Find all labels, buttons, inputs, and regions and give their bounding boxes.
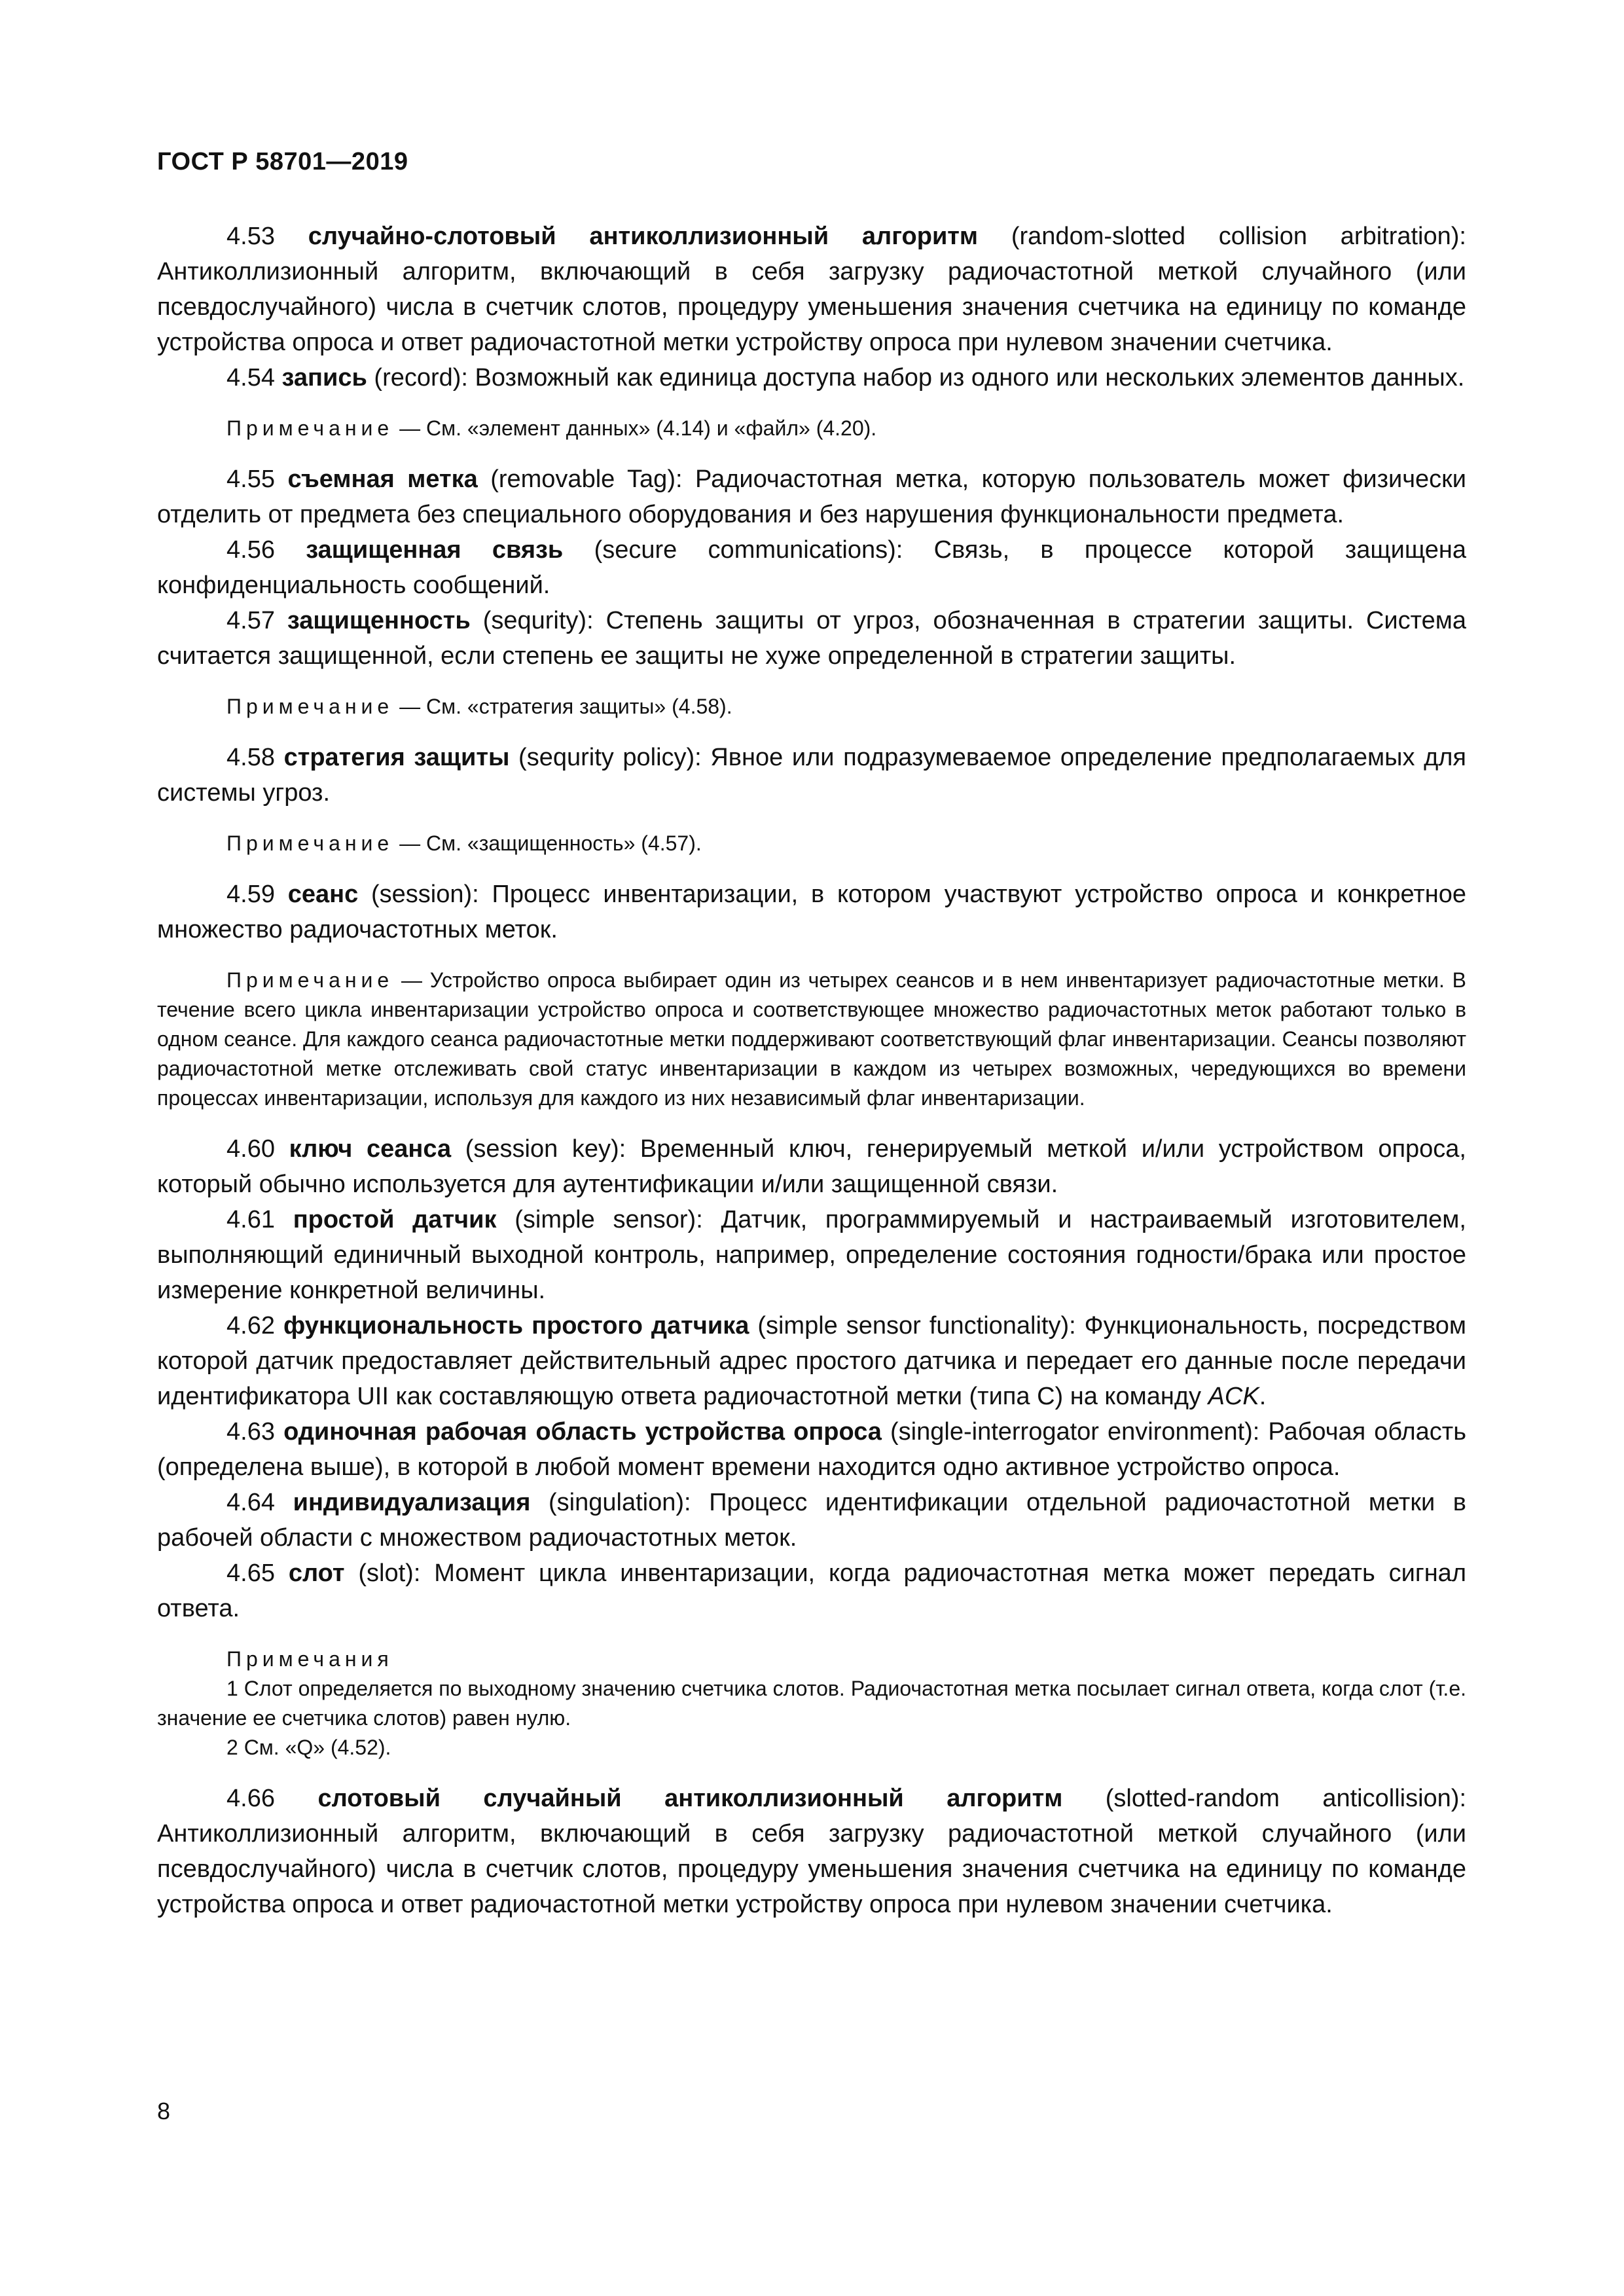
note-label: Примечание bbox=[226, 416, 394, 440]
term-title: защищенность bbox=[287, 607, 471, 634]
note-4-58 bbox=[157, 829, 1466, 858]
standard-header: ГОСТ Р 58701—2019 bbox=[157, 148, 408, 175]
term-title: сеанс bbox=[287, 881, 359, 908]
term-number: 4.62 bbox=[226, 1312, 275, 1339]
term-number: 4.57 bbox=[226, 607, 275, 634]
term-entry-4-54 bbox=[157, 360, 1466, 395]
term-entry-4-61 bbox=[157, 1202, 1466, 1308]
note-text: — См. «элемент данных» (4.14) и «файл» (4.20). bbox=[393, 416, 877, 440]
term-definition: (slot): Момент цикла инвентаризации, когда радиочастотная метка может передать сигнал ответа. bbox=[157, 1559, 1466, 1622]
note-item: 1 Слот определяется по выходному значению счетчика слотов. Радиочастотная метка посылает сигнал ответа, когда слот (т.е. значение ее счетчика слотов) равен нулю. bbox=[157, 1677, 1466, 1730]
command-name: ACK bbox=[1208, 1383, 1259, 1410]
term-entry-4-63 bbox=[157, 1414, 1466, 1485]
notes-label: Примечания bbox=[226, 1647, 393, 1671]
term-number: 4.55 bbox=[226, 465, 275, 493]
term-title: простой датчик bbox=[293, 1206, 497, 1233]
term-title: функциональность простого датчика bbox=[283, 1312, 749, 1339]
term-entry-4-57 bbox=[157, 603, 1466, 674]
term-title: запись bbox=[281, 364, 367, 392]
term-number: 4.65 bbox=[226, 1559, 275, 1587]
term-entry-4-58 bbox=[157, 740, 1466, 811]
term-title: случайно-слотовый антиколлизионный алгоритм bbox=[308, 223, 979, 250]
term-entry-4-53 bbox=[157, 219, 1466, 360]
term-definition: (session key): Временный ключ, генерируемый меткой и/или устройством опроса, который обычно используется для аутентификации и/или защищенной связи. bbox=[157, 1135, 1466, 1198]
note-label: Примечание bbox=[226, 695, 394, 718]
term-number: 4.61 bbox=[226, 1206, 275, 1233]
note-text: — Устройство опроса выбирает один из четырех сеансов и в нем инвентаризует радиочастотные метки. В течение всего цикла инвентаризации устройство опроса и соответствующее множество радиочастотных меток работают только в одном сеансе. Для каждого сеанса радиочастотные метки поддерживают соответствующий флаг инвентаризации. Сеансы позволяют радиочастотной метке отслеживать свой статус инвентаризации в каждом из четырех возможных, чередующихся во времени процессах инвентаризации, используя для каждого из них независимый флаг инвентаризации. bbox=[157, 968, 1466, 1110]
term-number: 4.58 bbox=[226, 744, 275, 771]
term-definition: (sequrity): Степень защиты от угроз, обозначенная в стратегии защиты. Система считается защищенной, если степень ее защиты не хуже определенной в стратегии защиты. bbox=[157, 607, 1466, 670]
term-definition: (sequrity policy): Явное или подразумеваемое определение предполагаемых для системы угроз. bbox=[157, 744, 1466, 807]
term-definition: (removable Tag): Радиочастотная метка, которую пользователь может физически отделить от предмета без специального оборудования и без нарушения функциональности предмета. bbox=[157, 465, 1467, 528]
term-entry-4-55 bbox=[157, 462, 1466, 532]
note-4-59 bbox=[157, 966, 1466, 1113]
term-title: съемная метка bbox=[287, 465, 478, 493]
term-tail: . bbox=[1259, 1383, 1267, 1410]
term-number: 4.63 bbox=[226, 1418, 275, 1446]
note-label: Примечание bbox=[226, 968, 394, 992]
term-number: 4.60 bbox=[226, 1135, 275, 1163]
note-label: Примечание bbox=[226, 831, 394, 855]
content-body bbox=[157, 219, 1466, 1922]
term-definition: (random-slotted collision arbitration): Антиколлизионный алгоритм, включающий в себя загрузку радиочастотной меткой случайного (или псевдослучайного) числа в счетчик слотов, процедуру уменьшения значения счетчика на единицу по команде устройства опроса и ответ радиочастотной метки устройству опроса при нулевом значении счетчика. bbox=[157, 223, 1466, 356]
term-number: 4.59 bbox=[226, 881, 275, 908]
note-4-54 bbox=[157, 414, 1466, 443]
term-definition: (secure communications): Связь, в процессе которой защищена конфиденциальность сообщений. bbox=[157, 536, 1466, 599]
term-definition: (simple sensor): Датчик, программируемый и настраиваемый изготовителем, выполняющий единичный выходной контроль, например, определение состояния годности/брака или простое измерение конкретной величины. bbox=[157, 1206, 1466, 1304]
term-entry-4-64 bbox=[157, 1485, 1466, 1556]
term-title: одиночная рабочая область устройства опроса bbox=[283, 1418, 882, 1446]
term-entry-4-66 bbox=[157, 1781, 1466, 1922]
term-title: слотовый случайный антиколлизионный алгоритм bbox=[317, 1785, 1063, 1812]
note-text: — См. «стратегия защиты» (4.58). bbox=[393, 695, 732, 718]
notes-4-65 bbox=[157, 1645, 1466, 1762]
term-entry-4-60 bbox=[157, 1131, 1466, 1202]
term-definition: (simple sensor functionality): Функциональность, посредством которой датчик предоставляет действительный адрес простого датчика и передает его данные после передачи идентификатора UII как составляющую ответа радиочастотной метки (типа С) на команду bbox=[157, 1312, 1466, 1410]
term-number: 4.56 bbox=[226, 536, 275, 564]
term-definition: (single-interrogator environment): Рабочая область (определена выше), в которой в любой момент времени находится одно активное устройство опроса. bbox=[157, 1418, 1466, 1481]
term-entry-4-56 bbox=[157, 532, 1466, 603]
term-definition: (singulation): Процесс идентификации отдельной радиочастотной метки в рабочей области с множеством радиочастотных меток. bbox=[157, 1489, 1466, 1552]
term-title: слот bbox=[288, 1559, 345, 1587]
term-number: 4.64 bbox=[226, 1489, 275, 1516]
note-item: 2 См. «Q» (4.52). bbox=[226, 1736, 391, 1759]
term-definition: (record): Возможный как единица доступа набор из одного или нескольких элементов данных. bbox=[367, 364, 1465, 392]
note-text: — См. «защищенность» (4.57). bbox=[393, 831, 702, 855]
term-entry-4-62 bbox=[157, 1308, 1466, 1414]
term-title: стратегия защиты bbox=[283, 744, 510, 771]
term-number: 4.53 bbox=[226, 223, 275, 250]
term-definition: (session): Процесс инвентаризации, в котором участвуют устройство опроса и конкретное множество радиочастотных меток. bbox=[157, 881, 1466, 943]
note-4-57 bbox=[157, 692, 1466, 721]
page-number: 8 bbox=[157, 2098, 171, 2124]
term-number: 4.66 bbox=[226, 1785, 275, 1812]
term-entry-4-59 bbox=[157, 877, 1466, 947]
term-title: ключ сеанса bbox=[289, 1135, 452, 1163]
term-definition: (slotted-random anticollision): Антиколлизионный алгоритм, включающий в себя загрузку радиочастотной меткой случайного (или псевдослучайного) числа в счетчик слотов, процедуру уменьшения значения счетчика на единицу по команде устройства опроса и ответ радиочастотной метки устройству опроса при нулевом значении счетчика. bbox=[157, 1785, 1466, 1918]
term-number: 4.54 bbox=[226, 364, 275, 392]
term-title: защищенная связь bbox=[306, 536, 564, 564]
term-entry-4-65 bbox=[157, 1556, 1466, 1626]
term-title: индивидуализация bbox=[293, 1489, 531, 1516]
